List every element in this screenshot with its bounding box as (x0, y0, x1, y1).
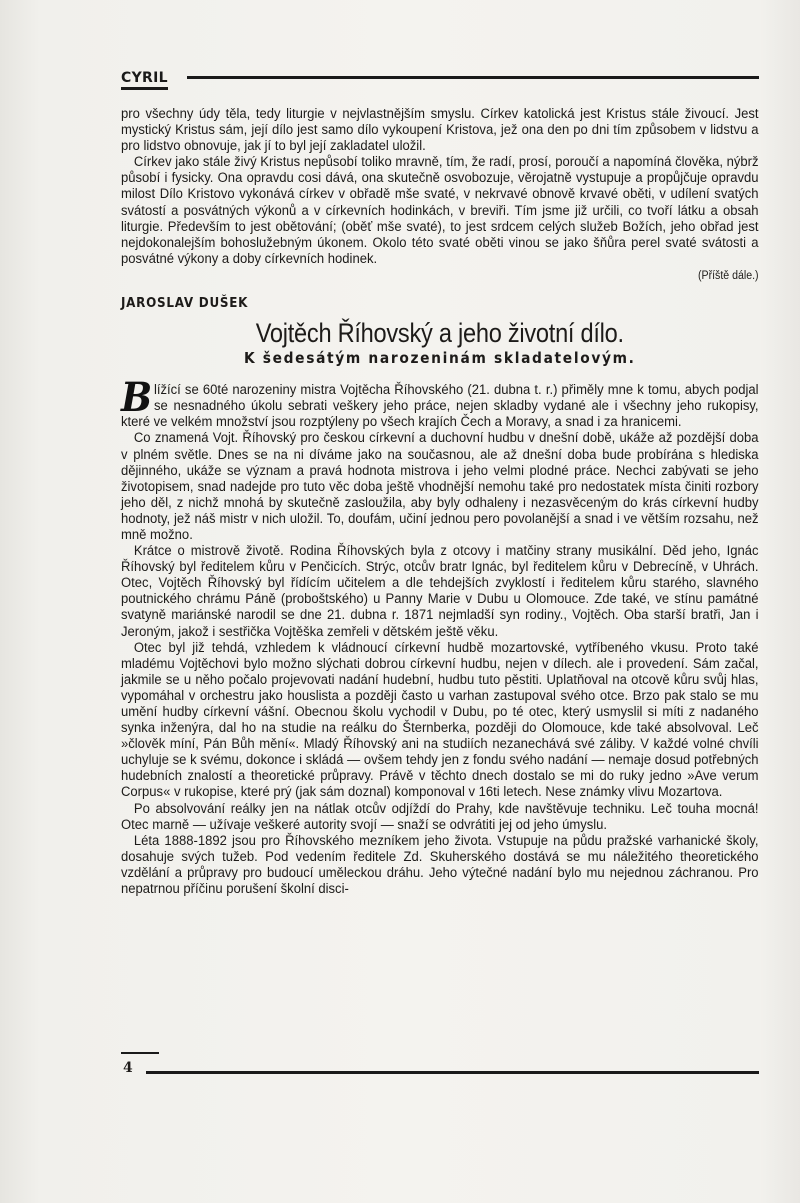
paragraph: Co znamená Vojt. Říhovský pro českou církevní a duchovní hudbu v dnešní době, ukáže až pozdější doba v plném světle. Dnes se na ni díváme jako na současnou, ale až dnešní doba bude probírána s hlediska dějinného, ukáže se význam a pravá hodnota mistrova i jeho velmi plodné práce. Nechci zabývati se jeho životopisem, snad nadejde pro tuto věc doba ještě vhodnější nemohu také pro nedostatek místa činiti rozbory jeho děl, z nichž mnohá by skutečně zasloužila, aby byly odhaleny i nezasvěceným do krás církevní hudby hodnoty, jež náš mistr v nich uložil. To, doufám, učiní jednou pero povolanější a snad i ve větším rozsahu, než mně možno. (121, 430, 759, 543)
page-number: 4 (123, 1060, 133, 1076)
continuation-note: (Příště dále.) (697, 269, 759, 282)
article-title: Vojtěch Říhovský a jeho životní dílo. (255, 318, 624, 349)
footer-short-rule (121, 1052, 159, 1054)
header-rule (187, 76, 759, 79)
paragraph: Církev jako stále živý Kristus nepůsobí toliko mravně, tím, že radí, prosí, poroučí a napomíná člověka, nýbrž působí i fysicky. Ona opravdu cosi dává, ona skutečně osvobozuje, věrojatně vystupuje a propůjčuje opravdu milost Dílo Kristovo vykonává církev v obřadě mše svaté, v nekrvavé obnově krvavé oběti, v udílení svatých svátostí a posvátných výkonů a v církevních hodinkách, v breviři. Tím jsme již určili, co tvoří látku a obsah liturgie. Především to jest obětování; (oběť mše svaté), to jest srdcem celých služeb Božích, jeho obřad jest nejdokonalejším bohoslužebným úkonem. Okolo této svaté oběti vinou se jako šňůra perel svaté svátosti a posvátné výkony a doby církevních hodinek. (121, 154, 759, 267)
page-body (121, 106, 759, 897)
running-title: CYRIL (121, 70, 168, 90)
first-paragraph-text: lížící se 60té narozeniny mistra Vojtěcha Říhovského (21. dubna t. r.) přiměly mne k tomu, abych podjal se nesnadného úkolu sebrati veškery jeho práce, nejen skladby vydané ale i všechny jeho rukopisy, které ve velkém množství jsou rozptýleny po všech krajích Čech a Moravy, a snad i za hranicemi. (121, 382, 759, 431)
paragraph: Otec byl již tehdá, vzhledem k vládnoucí církevní hudbě mozartovské, vytříbeného vkusu. Proto také mladému Vojtěchovi bylo možno slýchati dobrou církevní hudbu, nejen v dílech. ale i provedení. Sám začal, jakmile se u něho počalo projevovati nadání hudební, hudbu tuto pěstiti. Uplatňoval na otcově kůru svůj hlas, vypomáhal v orchestru jako houslista a později často u varhan zastupoval svého otce. Brzo pak stalo se mu umění hudby církevní vášní. Obecnou školu vychodil v Dubu, po té otec, který usmyslil si míti z nadaného synka inženýra, dal ho na studie na reálku do Šternberka, později do Olomouce, kde také absolvoval. Leč »člověk míní, Pán Bůh mění«. Mladý Říhovský ani na studiích nezanechává své záliby. V každé volné chvíli uchyluje se k svému, dokonce i skládá — ovšem tehdy jen z fondu svého nadání — nemaje dosud potřebných hudebních znalostí a theoretické průpravy. Právě v těchto dnech dostalo se mi do ruky jedno »Ave verum Corpus« v rukopise, které prý (jak sám doznal) komponoval v 16ti letech. Nese známky vlivu Mozartova. (121, 639, 759, 801)
paragraph: Krátce o mistrově životě. Rodina Říhovských byla z otcovy i matčiny strany musikální. Děd jeho, Ignác Říhovský byl ředitelem kůru v Penčicích. Strýc, otcův bratr Ignác, byl ředitelem kůru v Debrecíně, v Uhrách. Otec, Vojtěch Říhovský byl řídícím učitelem a dle tehdejších zvyklostí i ředitelem kůru starého, slavného poutnického chrámu Páně (proboštského) u Panny Marie v Dubu u Olomouce. Zde také, ve stínu památné svatyně mariánské narodil se dne 21. dubna r. 1871 nejmladší syn rodiny., Vojtěch. Oba starší bratři, Jan i Jeroným, jakož i sestřička Vojtěška zemřeli v dětském ještě věku. (121, 543, 759, 640)
paragraph: pro všechny údy těla, tedy liturgie v nejvlastnějším smyslu. Církev katolická jest Kristus stále živoucí. Jest mystický Kristus sám, její dílo jest samo dílo vykoupení Kristova, jež ona den po dni tím způsobem v lidstvu a pro lidstvo obnovuje, jak jí to byl její zakladatel uložil. (121, 106, 759, 155)
previous-article-ending (121, 106, 759, 284)
article-subtitle: K šedesátým narozeninám skladatelovým. (243, 349, 636, 368)
running-header (121, 70, 759, 100)
drop-cap: B (121, 374, 153, 422)
footer-rule (146, 1071, 759, 1074)
article (121, 296, 759, 897)
first-paragraph (121, 374, 759, 431)
page-footer (121, 1052, 759, 1082)
paragraph: Léta 1888-1892 jsou pro Říhovského mezníkem jeho života. Vstupuje na půdu pražské varhanické školy, dosahuje svých tužeb. Pod vedením ředitele Zd. Skuherského dostává se mu náležitého theoretického vzdělání a průpravy pro budoucí uměleckou dráhu. Jeho výtečné nadání bylo mu nejednou záchranou. Pro nepatrnou příčinu porušení školní disci- (121, 832, 759, 898)
article-author: JAROSLAV DUŠEK (121, 296, 249, 312)
paragraph: Po absolvování reálky jen na nátlak otcův odjíždí do Prahy, kde navštěvuje techniku. Leč touha mocná! Otec marně — užívaje veškeré autority svojí — snaží se odvrátiti jej od jeho úmyslu. (121, 800, 759, 833)
